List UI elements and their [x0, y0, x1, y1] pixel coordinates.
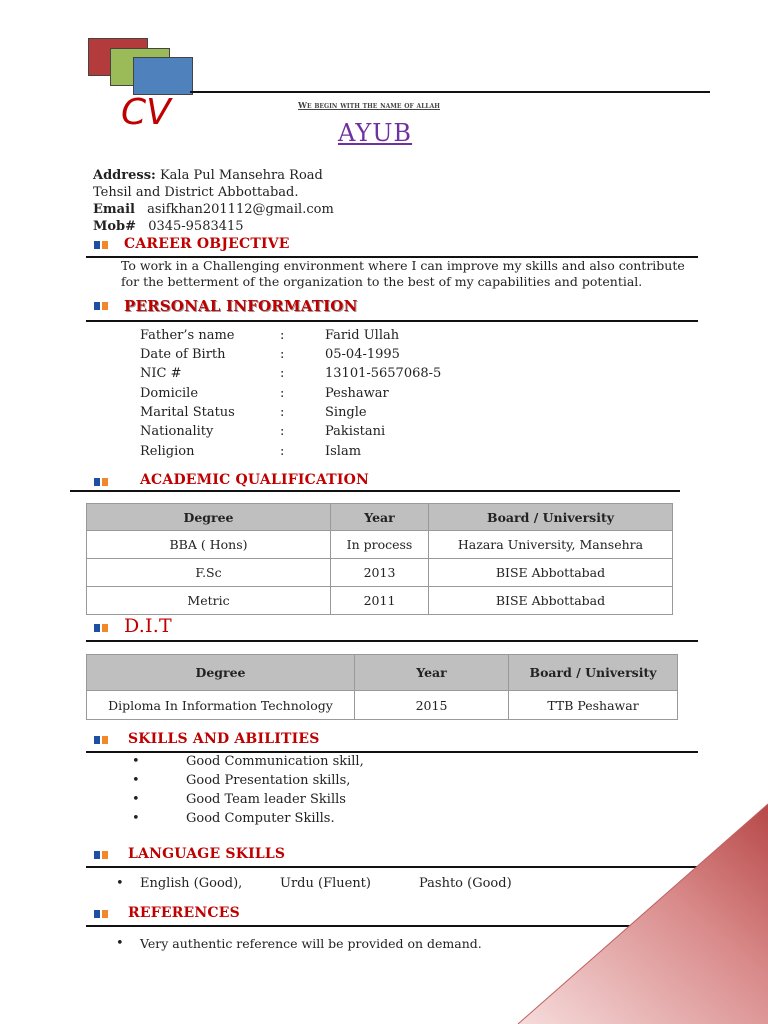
language-item: Urdu (Fluent) — [280, 876, 371, 891]
personal-value: 13101-5657068-5 — [325, 366, 442, 381]
skill-text: Good Communication skill, — [186, 754, 364, 769]
table-header-cell: Board / University — [509, 655, 678, 691]
personal-value: Farid Ullah — [325, 328, 400, 343]
personal-sep: : — [280, 444, 285, 459]
references-text: Very authentic reference will be provided on demand. — [140, 936, 482, 951]
career-text-line-1: To work in a Challenging environment where I can improve my skills and also contribute — [121, 258, 685, 273]
career-objective-title: CAREER OBJECTIVE — [124, 236, 290, 252]
bullet-icon: • — [116, 876, 124, 891]
references-title: REFERENCES — [128, 905, 240, 921]
table-header-cell: Year — [331, 504, 429, 531]
personal-row — [140, 366, 181, 381]
bullet-icon: • — [132, 792, 140, 807]
table-row — [87, 587, 673, 615]
email-line — [93, 202, 334, 217]
personal-sep: : — [280, 347, 285, 362]
personal-value: Islam — [325, 444, 362, 459]
table-cell: 2013 — [331, 559, 429, 587]
references-section-icon — [94, 910, 108, 918]
skill-text: Good Computer Skills. — [186, 811, 335, 826]
personal-value: Single — [325, 405, 367, 420]
cv-label: CV — [121, 92, 171, 133]
personal-section-icon — [94, 302, 108, 310]
skills-rule — [86, 751, 698, 753]
table-cell: Metric — [87, 587, 331, 615]
table-cell: BBA ( Hons) — [87, 531, 331, 559]
academic-section-icon — [94, 478, 108, 486]
table-row — [87, 559, 673, 587]
skills-title: SKILLS AND ABILITIES — [128, 731, 320, 747]
personal-sep: : — [280, 405, 285, 420]
list-item — [132, 754, 140, 769]
table-header-row — [87, 504, 673, 531]
academic-qualification-title: ACADEMIC QUALIFICATION — [140, 472, 370, 488]
personal-row — [140, 424, 213, 439]
table-header-cell: Degree — [87, 655, 355, 691]
mob-line — [93, 219, 244, 234]
language-skills-title: LANGUAGE SKILLS — [128, 846, 286, 862]
personal-sep: : — [280, 328, 285, 343]
personal-label: Marital Status — [140, 405, 235, 420]
table-cell: 2011 — [331, 587, 429, 615]
personal-value: Peshawar — [325, 386, 389, 401]
personal-information-title: PERSONAL INFORMATION — [124, 297, 358, 315]
personal-label: Father’s name — [140, 328, 235, 343]
address-line-2: Tehsil and District Abbottabad. — [93, 185, 299, 200]
personal-row — [140, 386, 198, 401]
mob-value: 0345-9583415 — [148, 219, 244, 234]
address-line-1 — [93, 168, 323, 183]
bullet-icon: • — [132, 754, 140, 769]
table-row — [87, 691, 678, 720]
table-cell: Hazara University, Mansehra — [429, 531, 673, 559]
language-item: English (Good), — [140, 876, 243, 891]
corner-decoration — [468, 784, 768, 1024]
personal-sep: : — [280, 424, 285, 439]
career-section-icon — [94, 241, 108, 249]
address-value: Kala Pul Mansehra Road — [159, 168, 323, 183]
table-cell: F.Sc — [87, 559, 331, 587]
skills-section-icon — [94, 736, 108, 744]
personal-label: Domicile — [140, 386, 199, 401]
mob-label: Mob# — [93, 219, 137, 234]
language-section-icon — [94, 851, 108, 859]
skill-text: Good Presentation skills, — [186, 773, 351, 788]
personal-label: Date of Birth — [140, 347, 226, 362]
table-header-row — [87, 655, 678, 691]
bullet-icon: • — [132, 773, 140, 788]
email-value: asifkhan201112@gmail.com — [147, 202, 334, 217]
personal-label: Nationality — [140, 424, 214, 439]
table-cell: TTB Peshawar — [509, 691, 678, 720]
table-cell: In process — [331, 531, 429, 559]
table-header-cell: Year — [355, 655, 509, 691]
personal-row — [140, 328, 234, 343]
list-item — [132, 792, 140, 807]
bullet-icon: • — [116, 936, 124, 951]
academic-table — [86, 503, 673, 615]
personal-row — [140, 405, 235, 420]
dit-title: D.I.T — [124, 615, 172, 637]
dit-section-icon — [94, 624, 108, 632]
personal-value: Pakistani — [325, 424, 386, 439]
personal-label: Religion — [140, 444, 195, 459]
table-cell: BISE Abbottabad — [429, 559, 673, 587]
personal-sep: : — [280, 386, 285, 401]
personal-row — [140, 444, 194, 459]
table-header-cell: Degree — [87, 504, 331, 531]
list-item — [132, 773, 140, 788]
academic-rule — [70, 490, 680, 492]
table-row — [87, 531, 673, 559]
bullet-icon: • — [132, 811, 140, 826]
email-label: Email — [93, 202, 135, 217]
tagline: We begin with the name of allah — [298, 100, 440, 110]
personal-row — [140, 347, 226, 362]
language-item: Pashto (Good) — [419, 876, 512, 891]
table-cell: BISE Abbottabad — [429, 587, 673, 615]
table-header-cell: Board / University — [429, 504, 673, 531]
list-item — [132, 811, 140, 826]
skill-text: Good Team leader Skills — [186, 792, 346, 807]
table-cell: 2015 — [355, 691, 509, 720]
dit-table — [86, 654, 678, 720]
address-label: Address: — [93, 168, 156, 183]
dit-rule — [86, 640, 698, 642]
logo-box-blue — [133, 57, 193, 95]
personal-label: NIC # — [140, 366, 182, 381]
personal-rule — [86, 320, 698, 322]
personal-sep: : — [280, 366, 285, 381]
header-rule — [190, 91, 710, 93]
career-text-line-2: for the betterment of the organization to the best of my capabilities and potential. — [121, 274, 643, 289]
personal-value: 05-04-1995 — [325, 347, 400, 362]
candidate-name: AYUB — [338, 119, 413, 147]
table-cell: Diploma In Information Technology — [87, 691, 355, 720]
